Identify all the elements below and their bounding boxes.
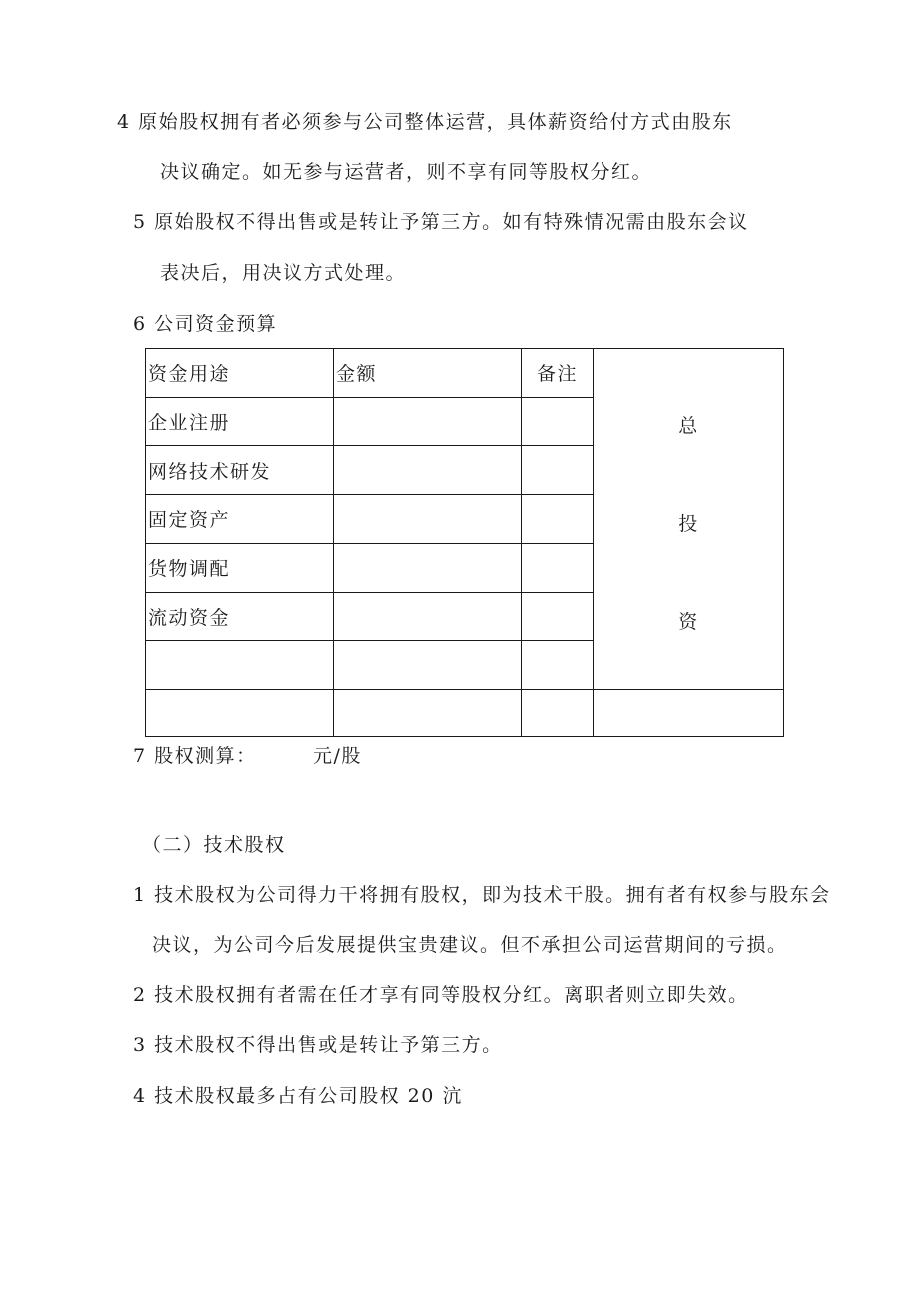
row-label: 企业注册	[146, 397, 334, 446]
row-remark	[522, 495, 594, 544]
tech-item-1-line-2: 决议，为公司今后发展提供宝贵建议。但不承担公司运营期间的亏损。	[152, 934, 788, 956]
total-char-3: 资	[678, 611, 699, 633]
budget-table	[145, 348, 784, 737]
tech-item-1-line-1: 1 技术股权为公司得力干将拥有股权，即为技术干股。拥有者有权参与股东会	[133, 884, 831, 906]
row-amount	[334, 446, 522, 495]
section-2-heading: （二）技术股权	[142, 834, 286, 856]
item-4-line-2: 决议确定。如无参与运营者，则不享有同等股权分红。	[160, 161, 653, 183]
item-5-line-2: 表决后，用决议方式处理。	[160, 262, 407, 284]
row-amount	[334, 397, 522, 446]
row-remark	[522, 397, 594, 446]
total-investment-cell	[594, 349, 784, 690]
row-remark	[522, 641, 594, 690]
item-7-unit: 元/股	[313, 745, 362, 767]
header-remark: 备注	[522, 349, 594, 398]
row-label	[146, 641, 334, 690]
row-remark	[522, 446, 594, 495]
row-label: 网络技术研发	[146, 446, 334, 495]
row-label: 固定资产	[146, 495, 334, 544]
tech-item-4: 4 技术股权最多占有公司股权 20 沆	[133, 1085, 463, 1107]
row-label	[146, 690, 334, 737]
item-5-line-1: 5 原始股权不得出售或是转让予第三方。如有特殊情况需由股东会议	[133, 211, 749, 233]
row-amount	[334, 641, 522, 690]
row-amount	[334, 690, 522, 737]
row-amount	[334, 495, 522, 544]
row-remark	[522, 592, 594, 641]
row-amount	[334, 592, 522, 641]
item-6-title: 6 公司资金预算	[133, 313, 278, 335]
total-char-1: 总	[678, 415, 699, 437]
row-amount	[334, 543, 522, 592]
tech-item-2: 2 技术股权拥有者需在任才享有同等股权分红。离职者则立即失效。	[133, 984, 749, 1006]
header-usage: 资金用途	[146, 349, 334, 398]
item-7-label: 7 股权测算：	[133, 745, 257, 767]
item-4-line-1: 4 原始股权拥有者必须参与公司整体运营，具体薪资给付方式由股东	[117, 111, 733, 133]
row-label: 流动资金	[146, 592, 334, 641]
tech-item-3: 3 技术股权不得出售或是转让予第三方。	[133, 1034, 503, 1056]
row-total	[594, 690, 784, 737]
row-label: 货物调配	[146, 543, 334, 592]
row-remark	[522, 543, 594, 592]
total-char-2: 投	[678, 513, 699, 535]
table-row	[146, 690, 784, 737]
row-remark	[522, 690, 594, 737]
table-header-row	[146, 349, 784, 398]
header-amount: 金额	[334, 349, 522, 398]
